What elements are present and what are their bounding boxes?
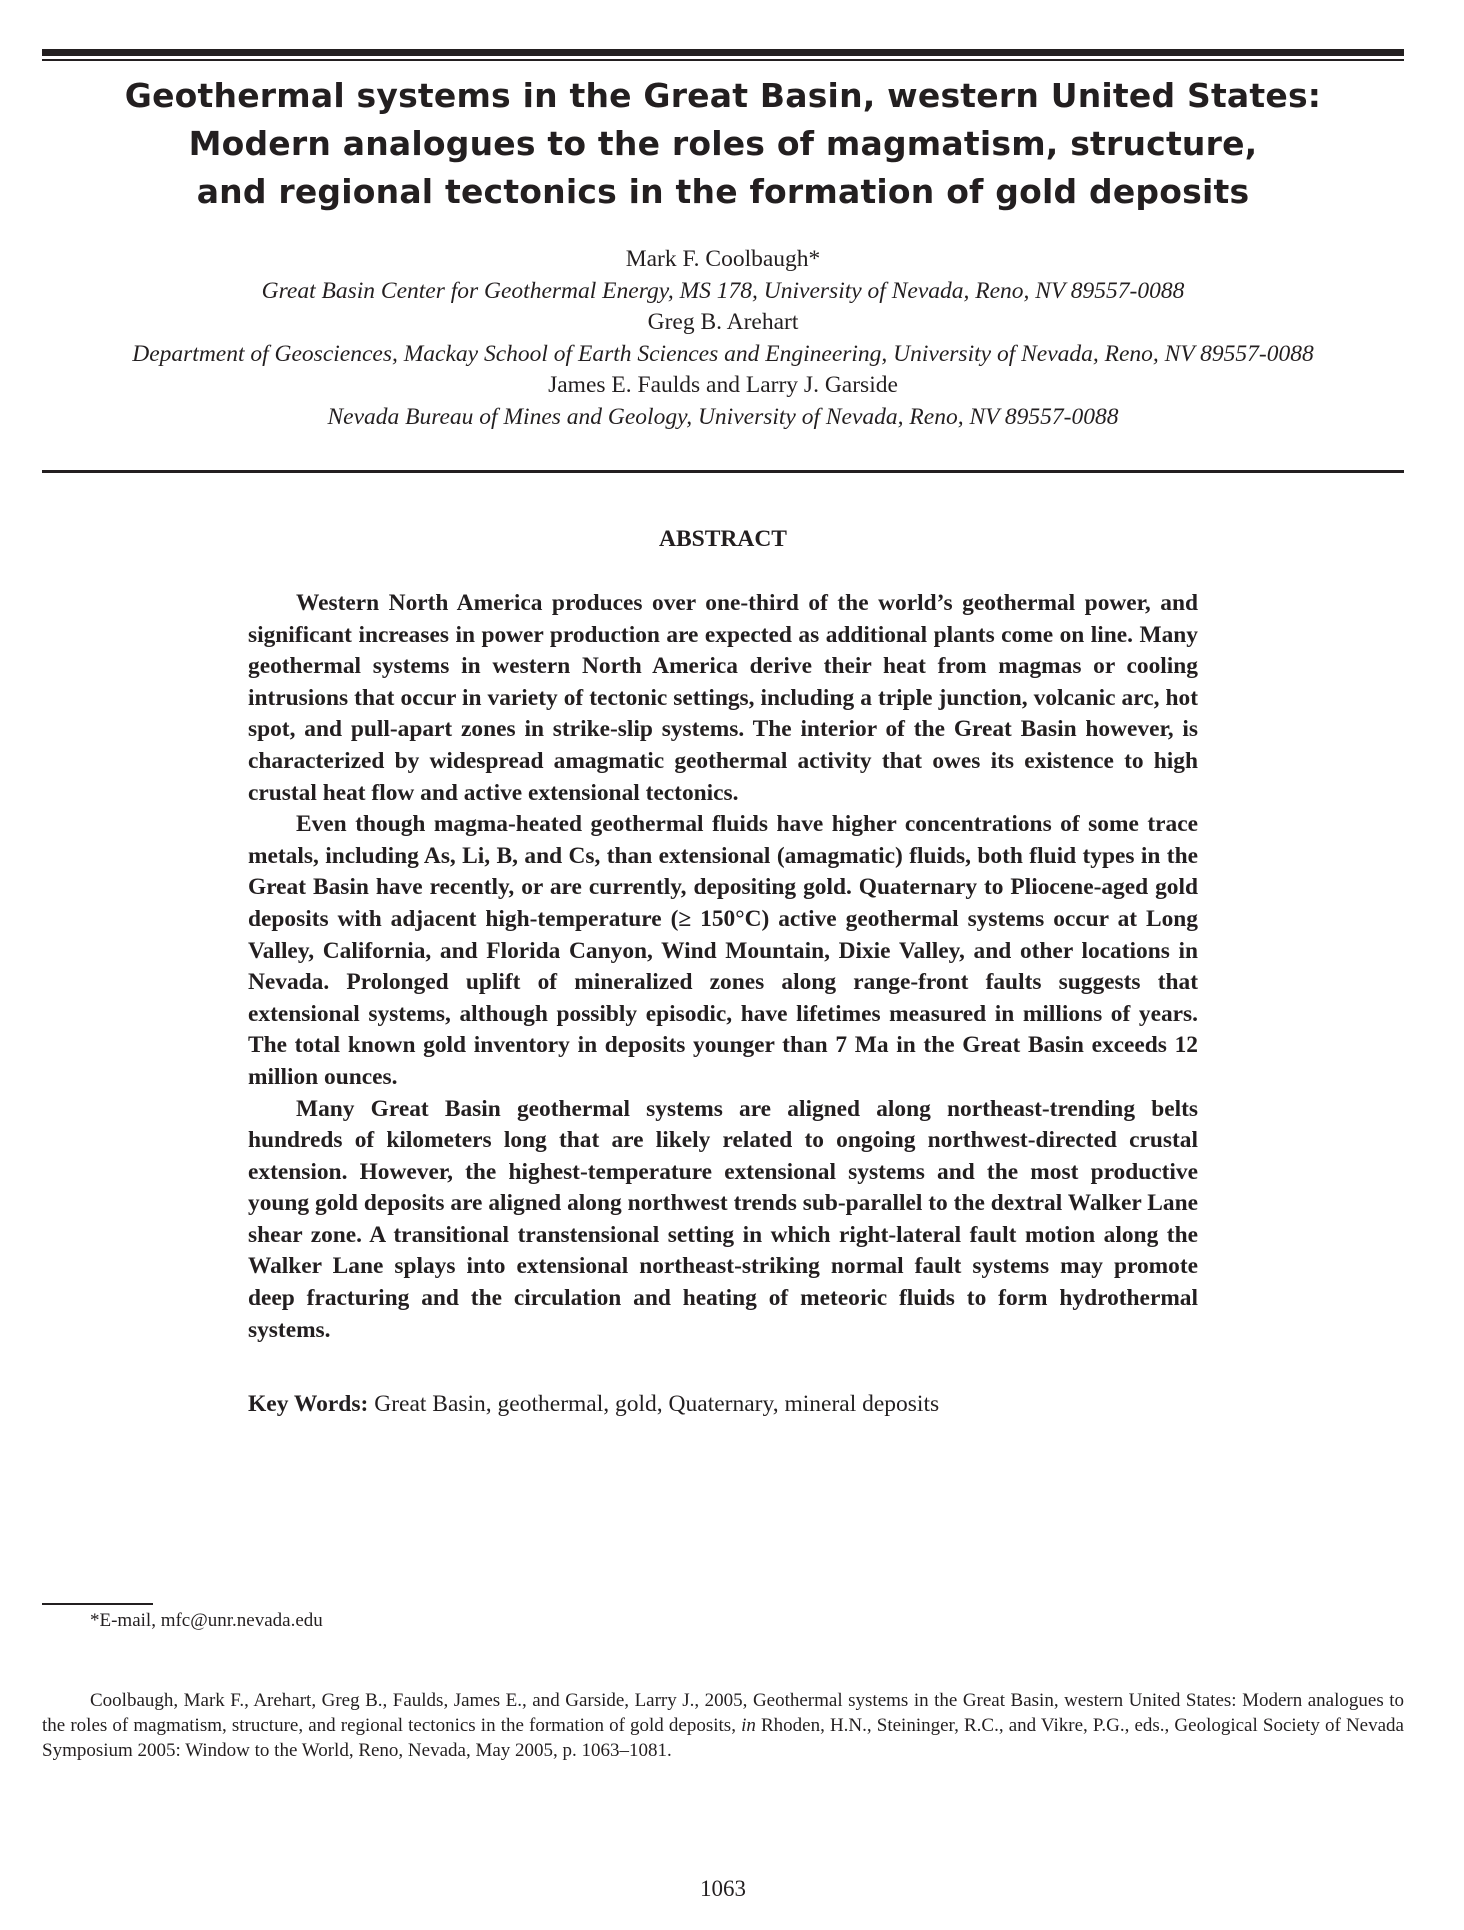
title-line-3: and regional tectonics in the formation of gold deposits	[196, 172, 1250, 211]
author-name-2: Greg B. Arehart	[647, 309, 799, 335]
citation-paragraph	[42, 1688, 1404, 1763]
abstract-paragraph-2: Even though magma-heated geothermal fluids have higher concentrations of some trace metals, including As, Li, B, and Cs, than extensional (amagmatic) fluids, both fluid types in the Great Basin have recently, or are currently, depositing gold. Quaternary to Pliocene-aged gold deposits with adjacent high-temperature (≥ 150°C) active geothermal systems occur at Long Valley, California, and Florida Canyon, Wind Mountain, Dixie Valley, and other locations in Nevada. Prolonged uplift of mineralized zones along range-front faults suggests that extensional systems, although possibly episodic, have lifetimes measured in millions of years. The total known gold inventory in deposits younger than 7 Ma in the Great Basin exceeds 12 million ounces.	[248, 811, 1198, 1090]
top-rule-thin	[42, 59, 1404, 61]
keywords-label: Key Words:	[248, 1391, 369, 1417]
top-rule-thick	[42, 49, 1404, 56]
author-affiliation-2: Department of Geosciences, Mackay School of Earth Sciences and Engineering, University of Nevada, Reno, NV 89557-0088	[132, 340, 1314, 367]
citation-text-after: Rhoden, H.N., Steininger, R.C., and Vikre, P.G., eds., Geological Society of Nevada Symposium 2005: Window to the World, Reno, Nevada, May 2005, p. 1063–1081.	[42, 1715, 1404, 1761]
keywords-text: Great Basin, geothermal, gold, Quaternary, mineral deposits	[374, 1391, 940, 1417]
paper-title	[42, 72, 1404, 216]
citation-italic: in	[741, 1715, 756, 1736]
author-block	[42, 244, 1404, 433]
citation-text-before: Coolbaugh, Mark F., Arehart, Greg B., Faulds, James E., and Garside, Larry J., 2005, Geothermal systems in the Great Basin, western United States: Modern analogues to the roles of magmatism, structure, and regional tectonics in the formation of gold deposits,	[42, 1690, 1404, 1736]
abstract-paragraph-3: Many Great Basin geothermal systems are aligned along northeast-trending belts hundreds of kilometers long that are likely related to ongoing northwest-directed crustal extension. However, the highest-temperature extensional systems and the most productive young gold deposits are aligned along northwest trends sub-parallel to the dextral Walker Lane shear zone. A transitional transtensional setting in which right-lateral fault motion along the Walker Lane splays into extensional northeast-striking normal fault systems may promote deep fracturing and the circulation and heating of meteoric fluids to form hydrothermal systems.	[248, 1095, 1198, 1343]
abstract-body	[248, 588, 1198, 1346]
citation	[42, 1688, 1404, 1763]
footnote-rule	[42, 1603, 153, 1605]
header-divider	[42, 470, 1404, 473]
author-name-1: Mark F. Coolbaugh*	[625, 246, 821, 272]
title-line-1: Geothermal systems in the Great Basin, western United States:	[124, 76, 1322, 115]
footnote-email: *E-mail, mfc@unr.nevada.edu	[90, 1610, 323, 1631]
page-number: 1063	[700, 1876, 746, 1901]
abstract-heading: ABSTRACT	[659, 526, 787, 552]
keywords	[248, 1389, 1198, 1421]
author-affiliation-1: Great Basin Center for Geothermal Energy, MS 178, University of Nevada, Reno, NV 89557-0088	[261, 277, 1185, 304]
abstract-paragraph-1: Western North America produces over one-third of the world’s geothermal power, and significant increases in power production are expected as additional plants come on line. Many geothermal systems in western North America derive their heat from magmas or cooling intrusions that occur in variety of tectonic settings, including a triple junction, volcanic arc, hot spot, and pull-apart zones in strike-slip systems. The interior of the Great Basin however, is characterized by widespread amagmatic geothermal activity that owes its existence to high crustal heat flow and active extensional tectonics.	[248, 590, 1198, 806]
title-line-2: Modern analogues to the roles of magmatism, structure,	[188, 124, 1258, 163]
author-name-3: James E. Faulds and Larry J. Garside	[548, 372, 898, 398]
author-affiliation-3: Nevada Bureau of Mines and Geology, University of Nevada, Reno, NV 89557-0088	[327, 403, 1119, 430]
